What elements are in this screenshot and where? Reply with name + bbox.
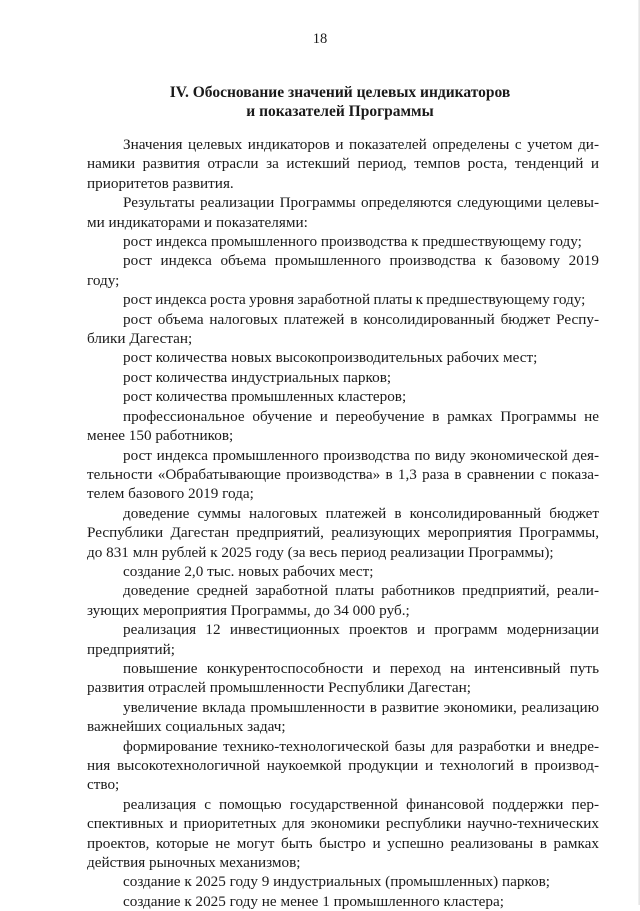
indicator-item: создание к 2025 году не менее 1 промышленного кластера;: [123, 892, 504, 910]
indicator-item: создание 2,0 тыс. новых рабочих мест;: [123, 562, 374, 580]
indicator-item: рост количества новых высокопроизводительных рабочих мест;: [123, 349, 538, 367]
indicator-item: доведение средней заработной платы работников предприятий, реализующих мероприятия Программы, до 34 000 руб.;: [87, 582, 599, 619]
indicator-item: создание к 2025 году 9 индустриальных (промышленных) парков;: [123, 873, 551, 891]
indicator-item: рост индекса объема промышленного производства к базовому 2019 году;: [87, 252, 599, 289]
indicator-item: формирование технико-технологической базы для разработки и внедрения высокотехнологичной наукоемкой продукции и технологий в производство;: [87, 737, 599, 794]
indicator-item: реализация с помощью государственной финансовой поддержки перспективных и приоритетных для экономики республики научно-технических проектов, которые не могут быть быстро и успешно реализованы в рамках действия рыночных механизмов;: [87, 795, 599, 872]
section-title-line-1: IV. Обоснование значений целевых индикаторов: [169, 84, 511, 101]
document-body: [87, 135, 599, 911]
section-title: [80, 83, 600, 121]
indicator-item: рост количества индустриальных парков;: [123, 368, 392, 386]
indicator-item: профессиональное обучение и переобучение в рамках Программы не менее 150 работников;: [87, 407, 599, 445]
paragraph-intro: Значения целевых индикаторов и показателей определены с учетом динамики развития отрасли за истекший период, темпов роста, тенденций и приоритетов развития.: [87, 136, 599, 192]
section-title-line-2: и показателей Программы: [246, 103, 434, 120]
indicator-item: реализация 12 инвестиционных проектов и программ модернизации предприятий;: [87, 621, 599, 658]
indicator-item: рост индекса роста уровня заработной платы к предшествующему году;: [123, 291, 586, 309]
paragraph-results: Результаты реализации Программы определяются следующими целевыми индикаторами и показателями:: [87, 194, 599, 231]
indicator-item: повышение конкурентоспособности и переход на интенсивный путь развития отраслей промышленности Республики Дагестан;: [87, 659, 599, 697]
indicator-item: увеличение вклада промышленности в развитие экономики, реализацию важнейших социальных задач;: [87, 698, 599, 736]
indicator-item: рост индекса промышленного производства к предшествующему году;: [123, 233, 582, 251]
indicator-item: рост индекса промышленного производства по виду экономической деятельности «Обрабатывающие производства» в 1,3 раза в сравнении с показателем базового 2019 года;: [87, 446, 599, 503]
page-number: 18: [312, 31, 328, 47]
indicator-item: рост объема налоговых платежей в консолидированный бюджет Республики Дагестан;: [87, 310, 599, 348]
indicator-item: рост количества промышленных кластеров;: [123, 388, 407, 406]
indicator-item: доведение суммы налоговых платежей в консолидированный бюджет Республики Дагестан предприятий, реализующих мероприятия Программы, до 831 млн рублей к 2025 году (за весь период реализации Программы);: [87, 504, 599, 561]
